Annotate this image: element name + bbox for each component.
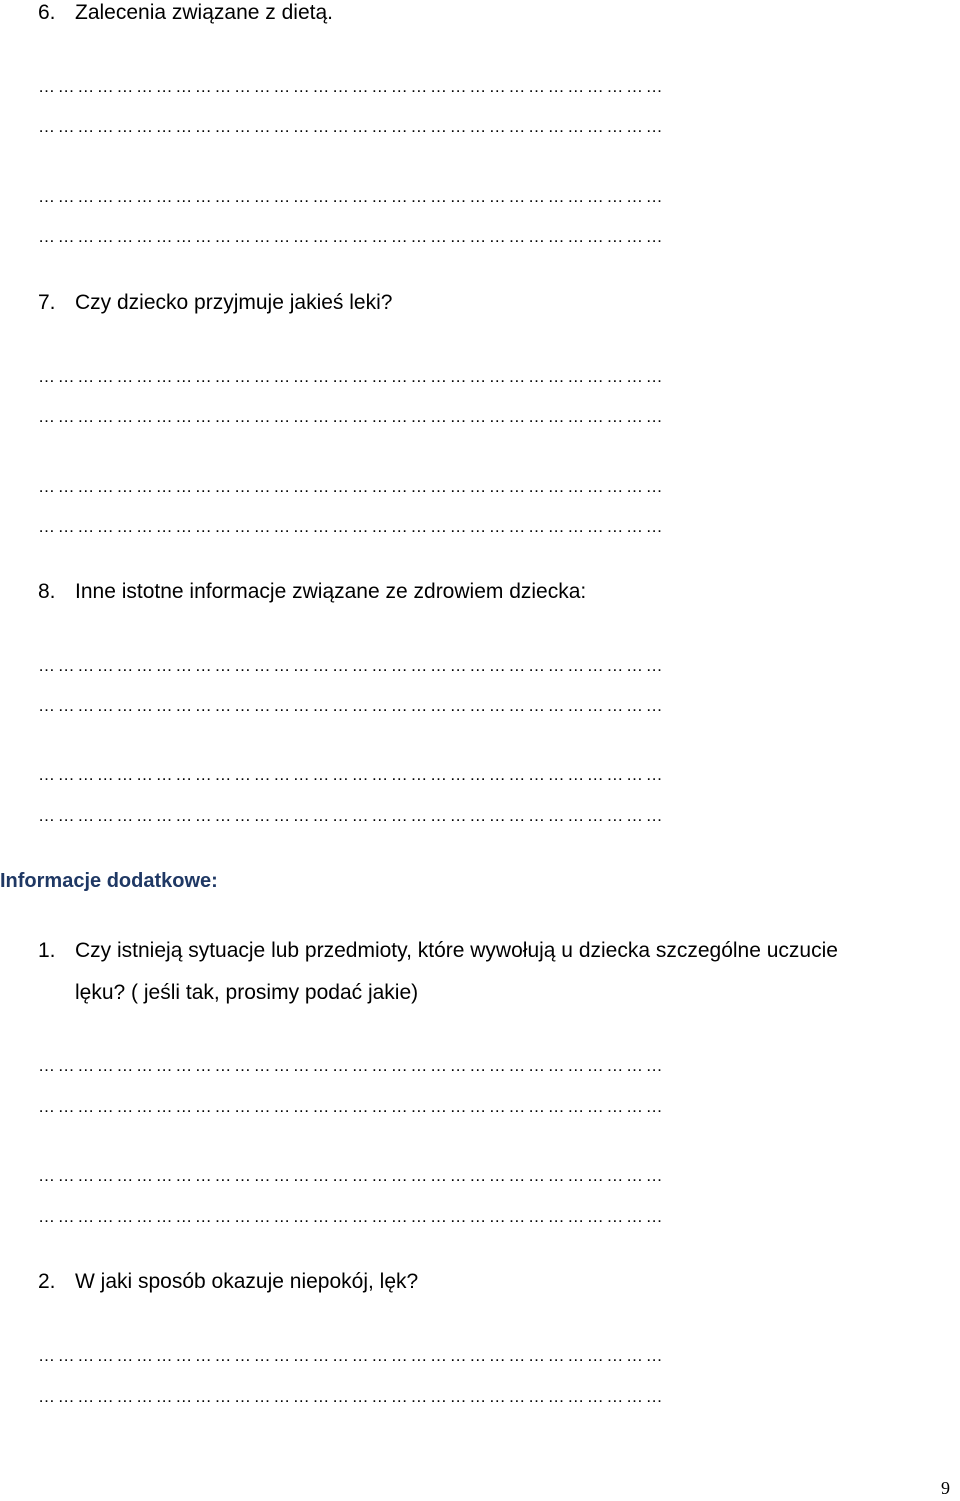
question-text: Zalecenia związane z dietą. — [75, 1, 333, 24]
section-title: Informacje dodatkowe: — [0, 870, 218, 892]
answer-line[interactable]: …………………………………………………………………………………… — [38, 1346, 666, 1365]
answer-line[interactable]: …………………………………………………………………………………… — [38, 1207, 666, 1226]
question-text-line-2: lęku? ( jeśli tak, prosimy podać jakie) — [75, 981, 419, 1004]
question-number: 7. — [38, 291, 56, 314]
question-number: 8. — [38, 580, 56, 603]
answer-line[interactable]: …………………………………………………………………………………… — [38, 117, 666, 136]
answer-line[interactable]: …………………………………………………………………………………… — [38, 656, 666, 675]
page-number: 9 — [941, 1478, 950, 1498]
answer-line[interactable]: …………………………………………………………………………………… — [38, 806, 666, 825]
answer-line[interactable]: …………………………………………………………………………………… — [38, 696, 666, 715]
question-6 — [38, 0, 333, 34]
answer-line[interactable]: …………………………………………………………………………………… — [38, 77, 666, 96]
additional-question-1 — [38, 930, 938, 1014]
answer-line[interactable]: …………………………………………………………………………………… — [38, 367, 666, 386]
question-number: 2. — [38, 1270, 56, 1293]
question-number: 1. — [38, 939, 56, 962]
answer-line[interactable]: …………………………………………………………………………………… — [38, 1056, 666, 1075]
question-text: Czy dziecko przyjmuje jakieś leki? — [75, 291, 393, 314]
answer-line[interactable]: …………………………………………………………………………………… — [38, 407, 666, 426]
answer-line[interactable]: …………………………………………………………………………………… — [38, 477, 666, 496]
answer-line[interactable]: …………………………………………………………………………………… — [38, 1387, 666, 1406]
question-8 — [38, 571, 586, 613]
question-text-line-1: Czy istnieją sytuacje lub przedmioty, które wywołują u dziecka szczególne uczucie — [75, 939, 838, 962]
answer-line[interactable]: …………………………………………………………………………………… — [38, 1097, 666, 1116]
answer-line[interactable]: …………………………………………………………………………………… — [38, 765, 666, 784]
additional-question-2 — [38, 1261, 418, 1303]
answer-line[interactable]: …………………………………………………………………………………… — [38, 227, 666, 246]
question-text: W jaki sposób okazuje niepokój, lęk? — [75, 1270, 419, 1293]
question-number: 6. — [38, 1, 56, 24]
answer-line[interactable]: …………………………………………………………………………………… — [38, 1166, 666, 1185]
answer-line[interactable]: …………………………………………………………………………………… — [38, 187, 666, 206]
question-7 — [38, 282, 392, 324]
answer-line[interactable]: …………………………………………………………………………………… — [38, 517, 666, 536]
question-text: Inne istotne informacje związane ze zdrowiem dziecka: — [75, 580, 587, 603]
